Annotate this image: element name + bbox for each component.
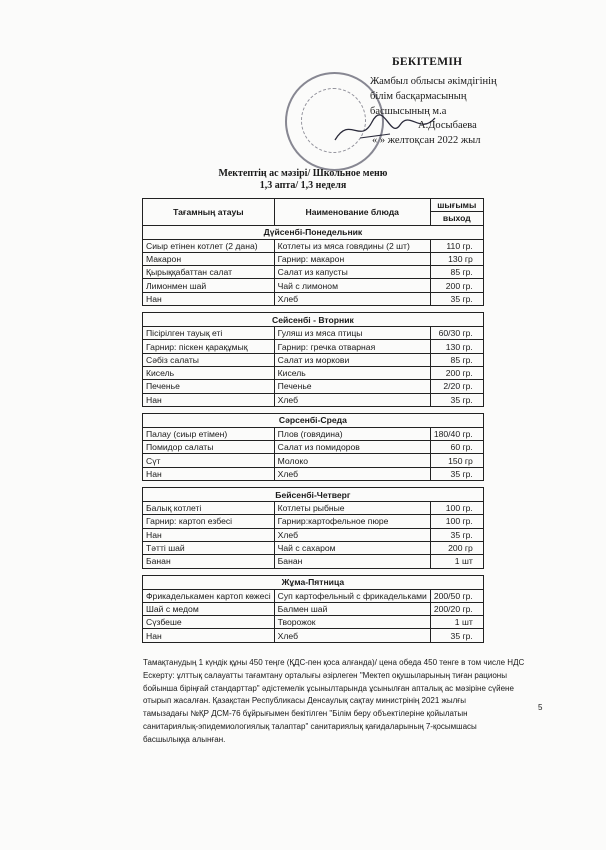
table-row	[143, 366, 484, 379]
day-name: Дүйсенбі-Понедельник	[143, 225, 484, 239]
dish-name-kz: Лимонмен шай	[143, 279, 275, 292]
day-name: Жұма-Пятница	[143, 575, 484, 589]
dish-name-kz: Нан	[143, 528, 275, 541]
page-number: 5	[538, 703, 543, 712]
dish-name-ru: Хлеб	[274, 467, 430, 480]
dish-name-ru: Чай с лимоном	[274, 279, 430, 292]
header-out-kz: шығымы	[430, 199, 483, 212]
day-spacer	[143, 568, 484, 575]
table-row	[143, 353, 484, 366]
dish-name-ru: Гарнир: макарон	[274, 252, 430, 265]
table-row	[143, 555, 484, 568]
dish-output: 1 шт	[430, 555, 483, 568]
dish-output: 35 гр.	[430, 393, 483, 406]
dish-name-kz: Нан	[143, 629, 275, 642]
menu-table-body	[143, 225, 484, 642]
approval-line-1: Жамбыл облысы әкімдігінің	[370, 76, 497, 87]
dish-name-kz: Сүзбеше	[143, 616, 275, 629]
spacer-cell	[143, 568, 484, 575]
footer-line-7: басшылыққа алынған.	[143, 734, 226, 744]
spacer-cell	[143, 306, 484, 313]
dish-name-kz: Сүт	[143, 454, 275, 467]
dish-output: 200/20 гр.	[430, 602, 483, 615]
dish-name-kz: Банан	[143, 555, 275, 568]
menu-table	[142, 198, 484, 643]
table-row	[143, 393, 484, 406]
dish-output: 130 гр	[430, 252, 483, 265]
table-row	[143, 427, 484, 440]
dish-name-kz: Фрикаделькамен картоп көжесі	[143, 589, 275, 602]
approval-signer: А.Досыбаева	[418, 120, 477, 131]
dish-name-kz: Помидор салаты	[143, 441, 275, 454]
dish-name-kz: Кисель	[143, 366, 275, 379]
approval-title: БЕКІТЕМІН	[392, 56, 463, 68]
dish-name-ru: Котлеты рыбные	[274, 502, 430, 515]
dish-name-kz: Гарнир: картоп езбесі	[143, 515, 275, 528]
footer-line-4: отырып жасалған. Қазақстан Республикасы Денсаулық сақтау министрінің 2021 жылғы	[143, 696, 466, 706]
dish-output: 85 гр.	[430, 353, 483, 366]
day-spacer	[143, 481, 484, 488]
header-ru: Наименование блюда	[274, 199, 430, 226]
dish-name-ru: Банан	[274, 555, 430, 568]
dish-name-ru: Котлеты из мяса говядины (2 шт)	[274, 239, 430, 252]
footer-line-2: Ескерту: ұлттық салауатты тағамтану орталығы әзірлеген "Мектеп оқушыларының тиған рационы	[143, 670, 507, 680]
table-row	[143, 454, 484, 467]
table-row	[143, 380, 484, 393]
table-row	[143, 467, 484, 480]
dish-output: 60 гр.	[430, 441, 483, 454]
dish-name-ru: Чай с сахаром	[274, 541, 430, 554]
dish-name-ru: Салат из капусты	[274, 266, 430, 279]
menu-subtitle: 1,3 апта/ 1,3 неделя	[259, 180, 347, 191]
table-row	[143, 629, 484, 642]
day-spacer	[143, 306, 484, 313]
footer-notes	[143, 657, 553, 747]
day-header-row	[143, 225, 484, 239]
dish-output: 35 гр.	[430, 629, 483, 642]
dish-name-kz: Сәбіз салаты	[143, 353, 275, 366]
dish-output: 200 гр.	[430, 279, 483, 292]
day-header-row	[143, 313, 484, 327]
table-row	[143, 252, 484, 265]
spacer-cell	[143, 406, 484, 413]
footer-line-3: бойынша біріңғай стандарттар" әдістемелік ұсынылтарында ұсынылған апталық ас мәзіріне сүйене	[143, 683, 514, 693]
dish-output: 35 гр.	[430, 292, 483, 305]
dish-name-ru: Кисель	[274, 366, 430, 379]
table-row	[143, 279, 484, 292]
day-name: Бейсенбі-Четверг	[143, 488, 484, 502]
dish-output: 60/30 гр.	[430, 327, 483, 340]
table-row	[143, 515, 484, 528]
header-out-ru: выход	[430, 212, 483, 225]
day-header-row	[143, 413, 484, 427]
dish-name-kz: Палау (сиыр етімен)	[143, 427, 275, 440]
dish-name-ru: Балмен шай	[274, 602, 430, 615]
dish-output: 180/40 гр.	[430, 427, 483, 440]
dish-output: 35 гр.	[430, 467, 483, 480]
dish-name-ru: Гуляш из мяса птицы	[274, 327, 430, 340]
spacer-cell	[143, 481, 484, 488]
table-row	[143, 441, 484, 454]
table-row	[143, 239, 484, 252]
dish-output: 150 гр	[430, 454, 483, 467]
table-row	[143, 541, 484, 554]
approval-line-2: білім басқармасының	[370, 91, 467, 102]
table-row	[143, 602, 484, 615]
dish-name-kz: Гарнир: піскен қарақұмық	[143, 340, 275, 353]
table-row	[143, 616, 484, 629]
dish-name-ru: Суп картофельный с фрикадельками	[274, 589, 430, 602]
dish-name-ru: Гарнир: гречка отварная	[274, 340, 430, 353]
day-header-row	[143, 488, 484, 502]
dish-output: 130 гр.	[430, 340, 483, 353]
dish-output: 100 гр.	[430, 502, 483, 515]
footer-line-1: Тамақтанудың 1 күндік құны 450 теңге (ҚДС-пен қоса алғанда)/ цена обеда 450 тенге в том числе НДС	[143, 658, 525, 667]
dish-name-kz: Макарон	[143, 252, 275, 265]
dish-output: 200 гр	[430, 541, 483, 554]
table-row	[143, 589, 484, 602]
table-row	[143, 528, 484, 541]
dish-output: 200/50 гр.	[430, 589, 483, 602]
dish-output: 85 гр.	[430, 266, 483, 279]
dish-name-kz: Тәтті шай	[143, 541, 275, 554]
dish-name-ru: Плов (говядина)	[274, 427, 430, 440]
dish-name-ru: Хлеб	[274, 292, 430, 305]
dish-name-kz: Печенье	[143, 380, 275, 393]
dish-name-kz: Қырыққабаттан салат	[143, 266, 275, 279]
approval-date: « » желтоқсан 2022 жыл	[372, 135, 481, 146]
footer-line-5: тамызадағы №ҚР ДСМ-76 бұйрығымен бекітілген "Білім беру объектілеріне қойылатын	[143, 709, 468, 719]
dish-name-kz: Сиыр етінен котлет (2 дана)	[143, 239, 275, 252]
day-spacer	[143, 406, 484, 413]
approval-line-3: басшысының м.а	[370, 106, 447, 117]
dish-output: 1 шт	[430, 616, 483, 629]
dish-output: 100 гр.	[430, 515, 483, 528]
dish-name-ru: Хлеб	[274, 629, 430, 642]
dish-name-ru: Хлеб	[274, 528, 430, 541]
table-row	[143, 266, 484, 279]
dish-output: 35 гр.	[430, 528, 483, 541]
dish-name-ru: Салат из помидоров	[274, 441, 430, 454]
dish-name-kz: Пісірілген тауық еті	[143, 327, 275, 340]
dish-output: 2/20 гр.	[430, 380, 483, 393]
dish-name-ru: Салат из моркови	[274, 353, 430, 366]
day-name: Сейсенбі - Вторник	[143, 313, 484, 327]
dish-name-ru: Печенье	[274, 380, 430, 393]
dish-name-ru: Творожок	[274, 616, 430, 629]
dish-output: 200 гр.	[430, 366, 483, 379]
day-name: Сәрсенбі-Среда	[143, 413, 484, 427]
header-kz: Тағамның атауы	[143, 199, 275, 226]
dish-name-kz: Шай с медом	[143, 602, 275, 615]
dish-name-kz: Балық котлеті	[143, 502, 275, 515]
dish-output: 110 гр.	[430, 239, 483, 252]
table-row	[143, 340, 484, 353]
table-row	[143, 292, 484, 305]
dish-name-kz: Нан	[143, 393, 275, 406]
footer-line-6: санитариялық-эпидемиологиялық талаптар" санитариялық қағидаларының 7-қосымшасы	[143, 721, 477, 731]
day-header-row	[143, 575, 484, 589]
dish-name-kz: Нан	[143, 467, 275, 480]
table-row	[143, 502, 484, 515]
dish-name-ru: Молоко	[274, 454, 430, 467]
menu-title: Мектептің ас мәзірі/ Школьное меню	[218, 168, 388, 179]
table-row	[143, 327, 484, 340]
dish-name-ru: Хлеб	[274, 393, 430, 406]
dish-name-ru: Гарнир:картофельное пюре	[274, 515, 430, 528]
dish-name-kz: Нан	[143, 292, 275, 305]
